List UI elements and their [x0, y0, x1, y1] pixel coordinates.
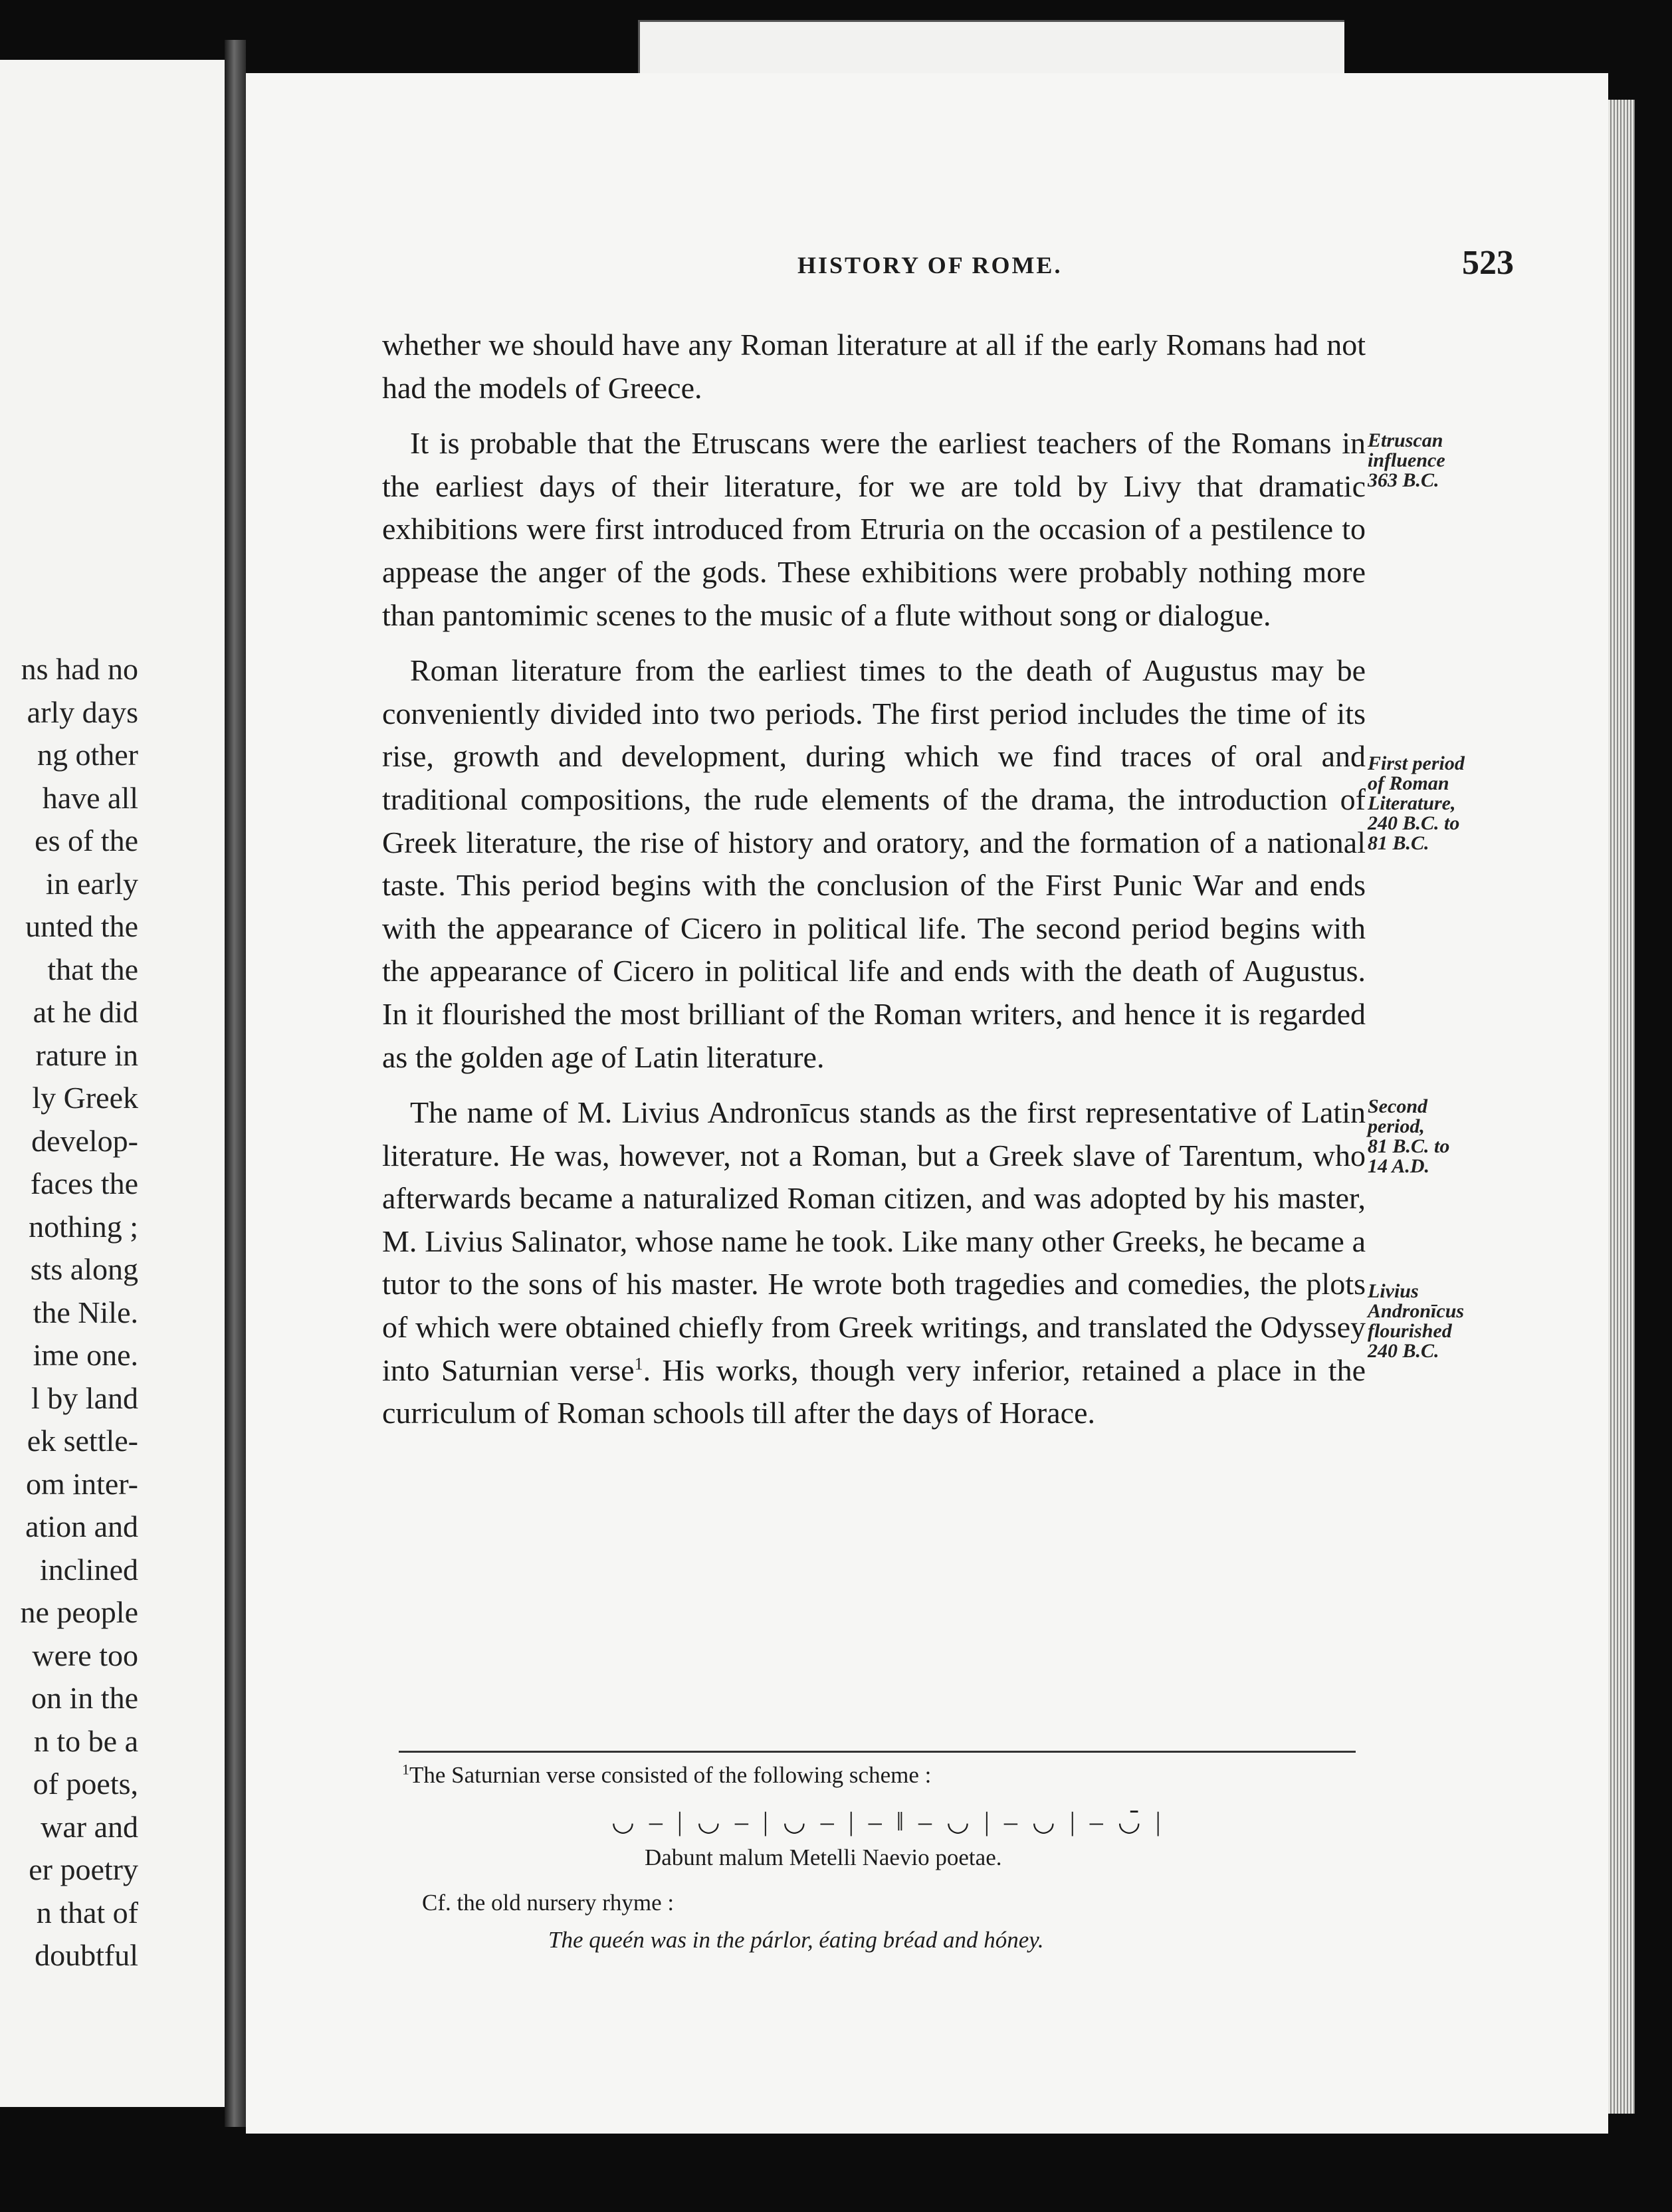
nursery-rhyme: The queén was in the párlor, éating bréad and hóney.	[548, 1927, 1044, 1953]
facing-line: the Nile.	[33, 1295, 138, 1329]
facing-line: l by land	[31, 1381, 138, 1415]
facing-page-fragment	[0, 60, 227, 2107]
footnote-reference: 1	[634, 1354, 643, 1374]
facing-line: ns had no	[21, 652, 138, 686]
facing-line: faces the	[30, 1166, 138, 1200]
facing-line: develop-	[31, 1123, 138, 1158]
facing-line: that the	[47, 952, 138, 986]
facing-line: of poets,	[33, 1767, 138, 1801]
scheme-example: Dabunt malum Metelli Naevio poetae.	[645, 1844, 1002, 1870]
page-stack-edge	[1608, 100, 1635, 2114]
paragraph: whether we should have any Roman literature at all if the early Romans had not had the models of Greece.	[382, 328, 1366, 405]
loose-paper-edge	[638, 20, 1344, 75]
margin-note: Livius Andronīcus flourished 240 B.C.	[1368, 1280, 1465, 1362]
facing-line: sts along	[30, 1252, 138, 1286]
metrical-scheme: ◡ – | ◡ – | ◡ – | – ‖ – ◡ | – ◡ | – ◡̄ |	[611, 1807, 1165, 1836]
paragraph-text: . His works, though very inferior, retained a place in the curriculum of Roman schools till after the days of Horace.	[382, 1353, 1366, 1430]
facing-line: er poetry	[29, 1852, 138, 1886]
footnote-cf: Cf. the old nursery rhyme :	[422, 1890, 675, 1916]
page-number: 523	[1462, 244, 1514, 282]
facing-line: inclined	[39, 1552, 138, 1587]
facing-line: n that of	[36, 1895, 138, 1930]
facing-line: war and	[41, 1809, 138, 1844]
paragraph: Roman literature from the earliest times to the death of Augustus may be conveniently divided into two periods. The first period includes the time of its rise, growth and development, during which we find traces of oral and traditional compositions, the rude elements of the drama, the introduction of Greek literature, the rise of history and oratory, and the formation of a national taste. This period begins with the conclusion of the First Punic War and ends with the appearance of Cicero in political life. The second period begins with the appearance of Cicero in political life and ends with the death of Augustus. In it flourished the most brilliant of the Roman writers, and hence it is regarded as the golden age of Latin literature.	[382, 653, 1366, 1074]
facing-page-text	[20, 648, 138, 1977]
facing-line: es of the	[35, 824, 138, 857]
paragraph-text: The name of M. Livius Andronīcus stands as the first representative of Latin literature. He was, however, not a Roman, but a Greek slave of Tarentum, who afterwards became a naturalized Roman citizen, and was adopted by his master, M. Livius Salinator, whose name he took. Like many other Greeks, he became a tutor to the sons of his master. He wrote both tragedies and comedies, the plots of which were obtained chiefly from Greek writings, and translated the Odyssey into Saturnian verse	[382, 1095, 1366, 1387]
facing-line: unted the	[25, 909, 138, 943]
facing-line: om inter-	[26, 1466, 138, 1501]
facing-line: on in the	[31, 1681, 138, 1715]
facing-line: nothing ;	[29, 1209, 138, 1244]
footnote-marker: 1	[402, 1761, 409, 1778]
footnote-intro	[402, 1761, 931, 1789]
margin-note: Etruscan influence 363 B.C.	[1368, 429, 1445, 491]
facing-line: ation and	[25, 1509, 138, 1543]
facing-line: ly Greek	[32, 1081, 138, 1115]
facing-line: at he did	[33, 995, 138, 1029]
facing-line: ne people	[20, 1595, 138, 1629]
margin-note: First period of Roman Literature, 240 B.C. to 81 B.C.	[1368, 752, 1465, 854]
facing-line: have all	[42, 780, 138, 815]
facing-line: were too	[32, 1638, 138, 1672]
facing-line: n to be a	[33, 1723, 138, 1758]
paragraph: It is probable that the Etruscans were the earliest teachers of the Romans in the earliest days of their literature, for we are told by Livy that dramatic exhibitions were first introduced from Etruria on the occasion of a pestilence to appease the anger of the gods. These exhibitions were probably nothing more than pantomimic scenes to the music of a flute without song or dialogue.	[382, 426, 1366, 632]
facing-line: ng other	[37, 738, 138, 772]
margin-note: Second period, 81 B.C. to 14 A.D.	[1368, 1095, 1450, 1177]
body-text	[382, 324, 1366, 1448]
facing-line: rature in	[35, 1038, 138, 1072]
book-gutter	[225, 40, 246, 2127]
facing-line: doubtful	[35, 1938, 138, 1972]
footnote-rule	[399, 1751, 1356, 1753]
paragraph	[382, 1091, 1366, 1435]
facing-line: in early	[45, 866, 138, 901]
footnote-text: The Saturnian verse consisted of the following scheme :	[409, 1762, 932, 1788]
running-head: HISTORY OF ROME.	[797, 252, 1063, 278]
facing-line: ek settle-	[27, 1424, 138, 1458]
facing-line: arly days	[27, 695, 138, 729]
facing-line: ime one.	[33, 1338, 138, 1372]
